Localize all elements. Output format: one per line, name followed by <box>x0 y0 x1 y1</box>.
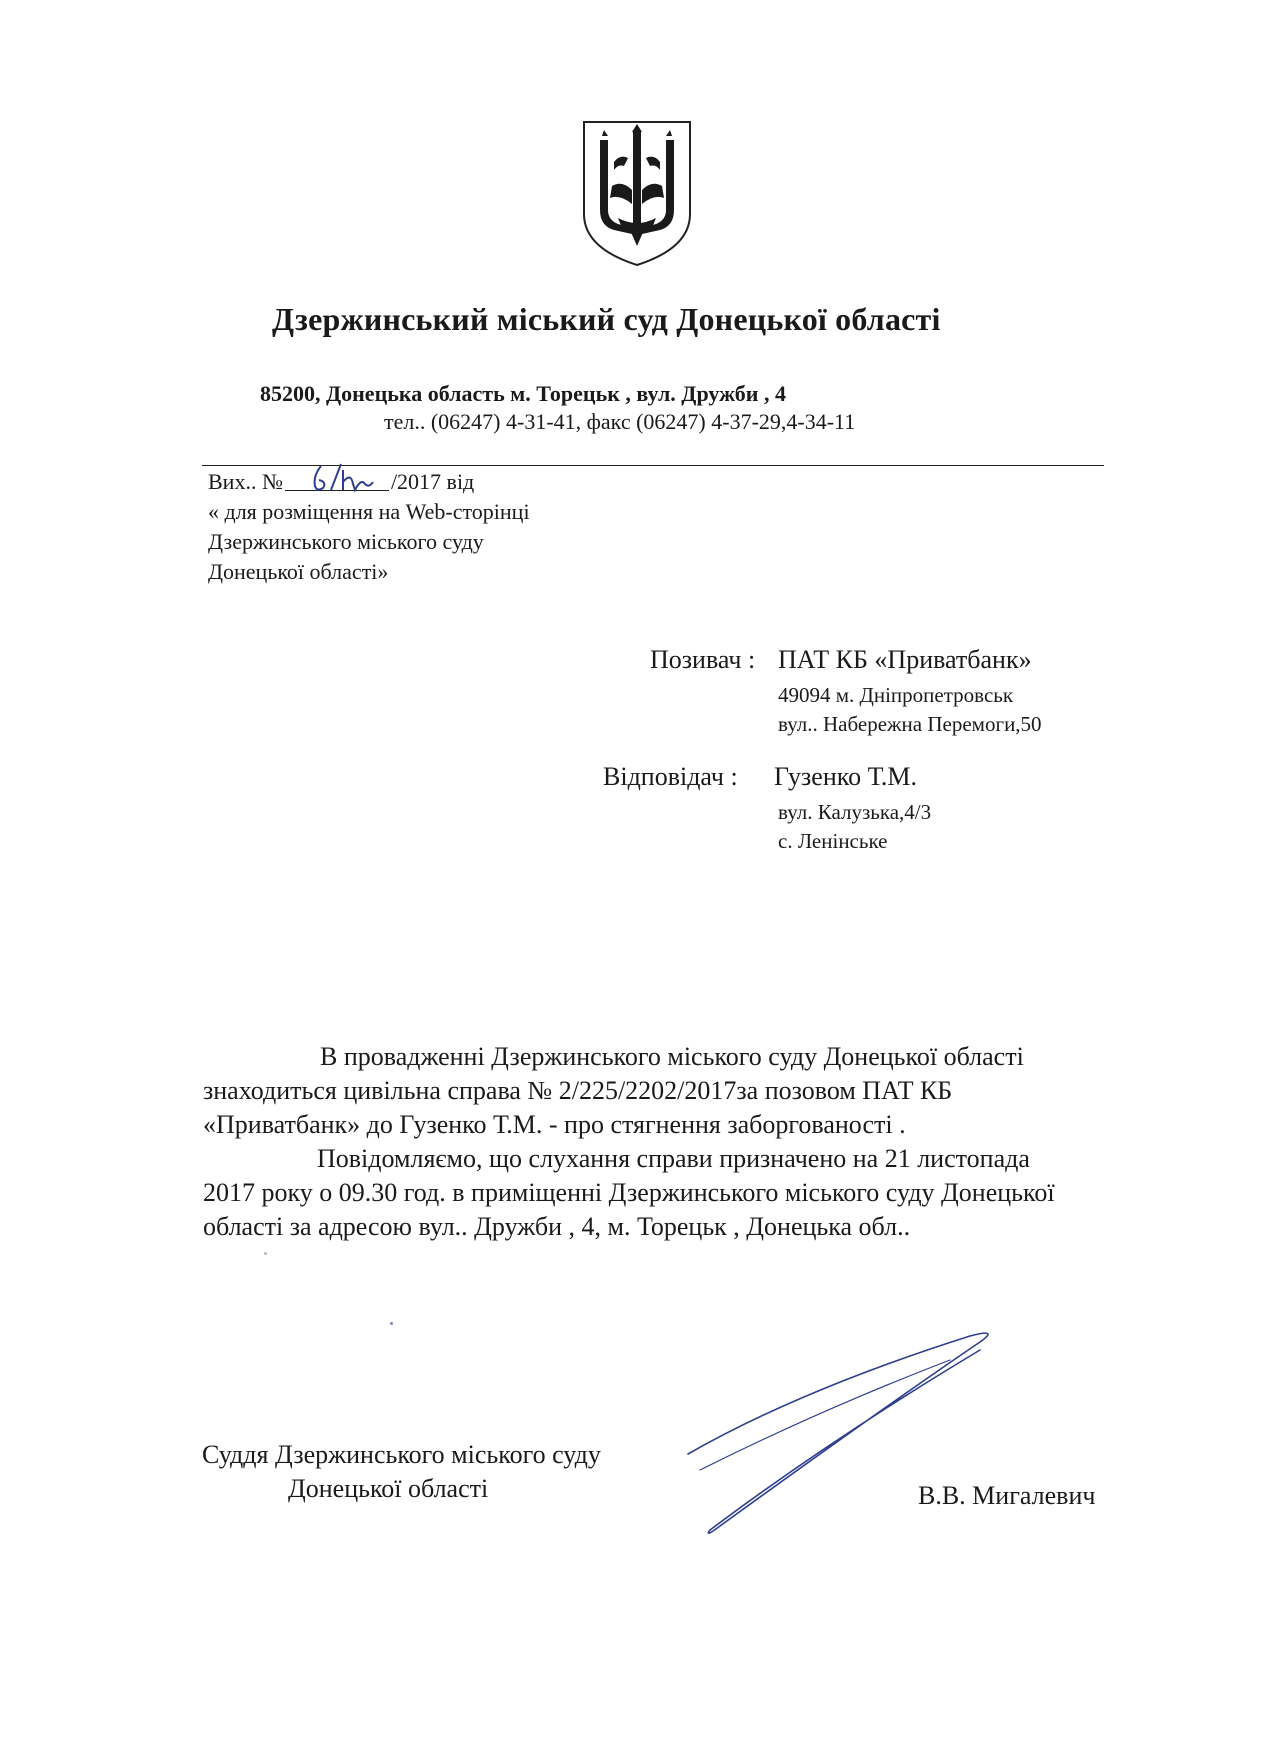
judge-position-line: Донецької області <box>288 1474 489 1503</box>
defendant-address-line: с. Ленінське <box>778 829 888 853</box>
outgoing-number-row <box>208 467 530 497</box>
plaintiff-label: Позивач : <box>650 645 756 674</box>
handwritten-signature <box>680 1330 1020 1550</box>
body-line: знаходиться цивільна справа № 2/225/2202/2017за позовом ПАТ КБ <box>203 1076 953 1105</box>
body-line: «Приватбанк» до Гузенко Т.М. - про стягнення заборгованості . <box>203 1110 906 1139</box>
judge-position <box>202 1438 601 1506</box>
court-phones: тел.. (06247) 4-31-41, факс (06247) 4-37-29,4-34-11 <box>384 409 856 434</box>
outgoing-suffix: /2017 від <box>390 469 475 494</box>
court-name: Дзержинський міський суд Донецької області <box>272 301 941 337</box>
plaintiff-address-line: 49094 м. Дніпропетровськ <box>778 683 1014 707</box>
coat-of-arms-icon <box>578 118 696 268</box>
judge-position-line: Суддя Дзержинського міського суду <box>202 1440 601 1469</box>
scan-speck <box>390 1322 393 1325</box>
judge-name: В.В. Мигалевич <box>918 1481 1096 1510</box>
outgoing-purpose-line: « для розміщення на Web-сторінці <box>208 499 530 524</box>
outgoing-purpose-line: Донецької області» <box>208 559 389 584</box>
defendant-label: Відповідач : <box>603 762 738 791</box>
plaintiff-address-line: вул.. Набережна Перемоги,50 <box>778 712 1042 736</box>
body-line: В провадженні Дзержинського міського суду Донецької області <box>320 1042 1024 1071</box>
outgoing-prefix: Вих.. № <box>208 469 283 494</box>
outgoing-purpose-line: Дзержинського міського суду <box>208 529 484 554</box>
outgoing-reference <box>208 467 530 587</box>
defendant-name: Гузенко Т.М. <box>774 762 917 791</box>
body-line: області за адресою вул.. Дружби , 4, м. Торецьк , Донецька обл.. <box>203 1212 911 1241</box>
body-line: Повідомляємо, що слухання справи призначено на 21 листопада <box>317 1144 1030 1173</box>
notice-body <box>203 1040 1193 1244</box>
scan-speck <box>264 1252 267 1255</box>
plaintiff-name: ПАТ КБ «Приватбанк» <box>778 645 1032 674</box>
court-address: 85200, Донецька область м. Торецьк , вул. Дружби , 4 <box>260 381 786 406</box>
outgoing-number-blank <box>285 468 389 491</box>
defendant-address-line: вул. Калузька,4/3 <box>778 800 932 824</box>
handwritten-number <box>307 462 377 496</box>
body-line: 2017 року о 09.30 год. в приміщенні Дзержинського міського суду Донецької <box>203 1178 1055 1207</box>
